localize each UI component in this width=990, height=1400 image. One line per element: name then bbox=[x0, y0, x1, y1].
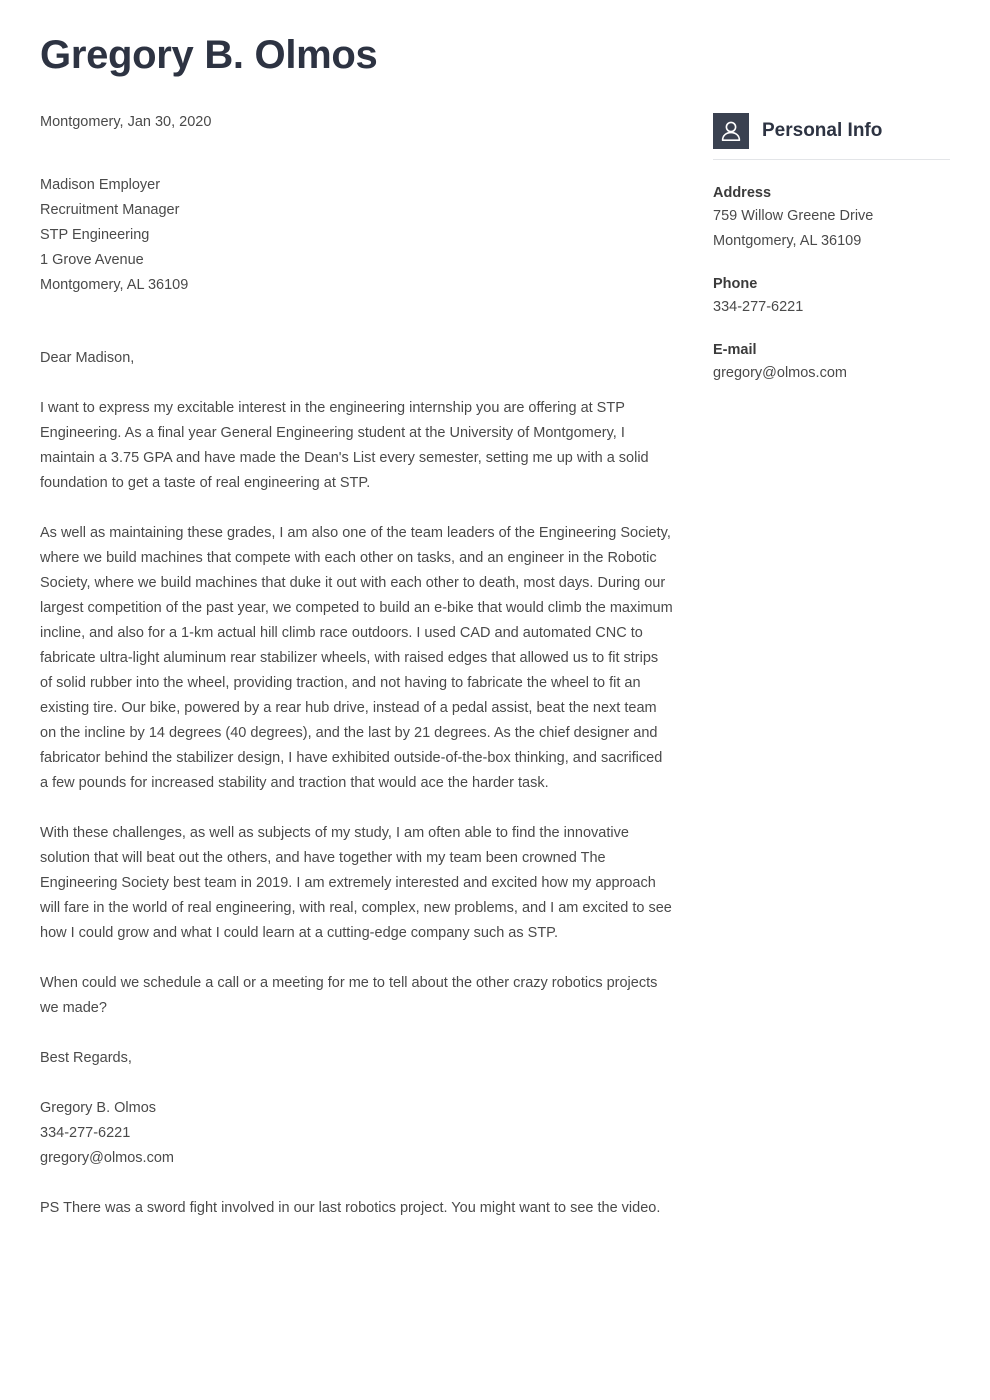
info-group-email bbox=[713, 339, 950, 386]
recipient-address-block bbox=[40, 173, 674, 298]
recipient-line: STP Engineering bbox=[40, 227, 150, 243]
info-group-phone bbox=[713, 273, 950, 320]
info-value: gregory@olmos.com bbox=[713, 365, 847, 381]
info-value: 759 Willow Greene Drive bbox=[713, 208, 874, 224]
user-icon bbox=[713, 113, 749, 149]
sidebar-title: Personal Info bbox=[762, 119, 883, 141]
signature-name: Gregory B. Olmos bbox=[40, 1100, 157, 1116]
document-header bbox=[40, 32, 740, 134]
salutation: Dear Madison, bbox=[40, 350, 135, 366]
letter-body bbox=[40, 173, 674, 1236]
page-title: Gregory B. Olmos bbox=[40, 33, 378, 77]
personal-info-sidebar bbox=[713, 113, 950, 386]
date-line: Montgomery, Jan 30, 2020 bbox=[40, 114, 212, 130]
signature-phone: 334-277-6221 bbox=[40, 1125, 131, 1141]
personal-info-header bbox=[713, 113, 950, 160]
letter-paragraph: With these challenges, as well as subjects of my study, I am often able to find the innovative solution that will beat out the others, and have together with my team been crowned The Engineering Society best team in 2019. I am extremely interested and excited how my approach will fare in the world of real engineering, with real, complex, new problems, and I am excited to see how I could grow and what I could learn at a cutting-edge company such as STP. bbox=[40, 825, 672, 941]
recipient-line: Montgomery, AL 36109 bbox=[40, 277, 189, 293]
recipient-line: Recruitment Manager bbox=[40, 202, 180, 218]
signature-email: gregory@olmos.com bbox=[40, 1150, 174, 1166]
closing-line: Best Regards, bbox=[40, 1050, 132, 1066]
info-value: Montgomery, AL 36109 bbox=[713, 233, 862, 249]
info-label: E-mail bbox=[713, 342, 757, 358]
letter-paragraph: As well as maintaining these grades, I am also one of the team leaders of the Engineering Society, where we build machines that compete with each other on tasks, and an engineer in the Robotic Society, where we build machines that duke it out with each other to death, most days. During our largest competition of the past year, we competed to build an e-bike that would climb the maximum incline, and also for a 1-km actual hill climb race outdoors. I used CAD and automated CNC to fabricate ultra-light aluminum rear stabilizer wheels, with raised edges that allowed us to fit strips of solid rubber into the wheel, providing traction, and not having to fabricate the wheel to fit an existing tire. Our bike, powered by a rear hub drive, instead of a pedal assist, beat the next team on the incline by 14 degrees (40 degrees), and the last by 21 degrees. As the chief designer and fabricator behind the stabilizer design, I have exhibited outside-of-the-box thinking, and sacrificed a few pounds for increased stability and traction that would ace the harder task. bbox=[40, 525, 673, 791]
recipient-line: 1 Grove Avenue bbox=[40, 252, 144, 268]
info-label: Phone bbox=[713, 276, 758, 292]
info-value: 334-277-6221 bbox=[713, 299, 804, 315]
recipient-line: Madison Employer bbox=[40, 177, 161, 193]
letter-paragraph: When could we schedule a call or a meeting for me to tell about the other crazy robotics projects we made? bbox=[40, 975, 658, 1016]
letter-paragraph: I want to express my excitable interest in the engineering internship you are offering at STP Engineering. As a final year General Engineering student at the University of Montgomery, I maintain a 3.75 GPA and have made the Dean's List every semester, setting me up with a solid foundation to get a taste of real engineering at STP. bbox=[40, 400, 649, 491]
postscript: PS There was a sword fight involved in our last robotics project. You might want to see the video. bbox=[40, 1200, 661, 1216]
info-label: Address bbox=[713, 185, 772, 201]
signature-block bbox=[40, 1096, 674, 1171]
info-group-address bbox=[713, 182, 950, 254]
